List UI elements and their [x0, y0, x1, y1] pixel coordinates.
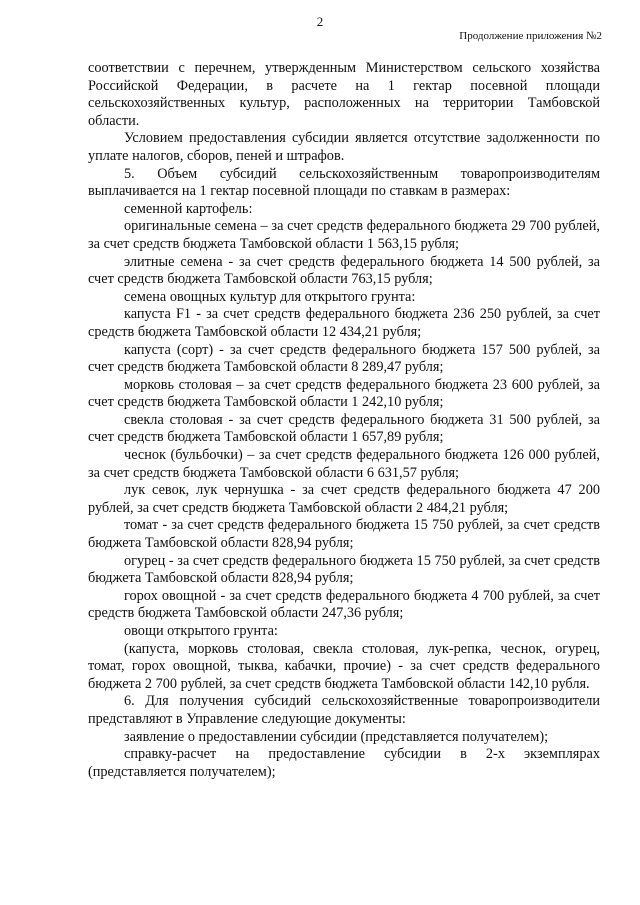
paragraph: свекла столовая - за счет средств федерального бюджета 31 500 рублей, за счет средств бюджета Тамбовской области 1 657,89 рубля; [88, 411, 600, 446]
paragraph: заявление о предоставлении субсидии (представляется получателем); [124, 728, 549, 745]
paragraph: 6. Для получения субсидий сельскохозяйственные товаропроизводители представляют в Управление следующие документы: [88, 693, 600, 727]
document-body [88, 60, 600, 781]
paragraph: (капуста, морковь столовая, свекла столовая, лук-репка, чеснок, огурец, томат, горох овощной, тыква, кабачки, прочие) - за счет средств федерального бюджета 2 700 рублей, за счет средств бюджета Тамбовской области 142,10 рубля. [88, 640, 600, 692]
paragraph: огурец - за счет средств федерального бюджета 15 750 рублей, за счет средств бюджета Тамбовской области 828,94 рубля; [88, 552, 600, 587]
paragraph: горох овощной - за счет средств федерального бюджета 4 700 рублей, за счет средств бюджета Тамбовской области 247,36 рубля; [88, 587, 600, 622]
paragraph: овощи открытого грунта: [124, 623, 278, 639]
paragraph: элитные семена - за счет средств федерального бюджета 14 500 рублей, за счет средств бюджета Тамбовской области 763,15 рубля; [88, 253, 600, 288]
paragraph: семена овощных культур для открытого грунта: [124, 288, 416, 305]
paragraph: лук севок, лук чернушка - за счет средств федерального бюджета 47 200 рублей, за счет средств бюджета Тамбовской области 2 484,21 рубля; [88, 482, 600, 516]
paragraph: томат - за счет средств федерального бюджета 15 750 рублей, за счет средств бюджета Тамбовской области 828,94 рубля; [88, 517, 600, 552]
paragraph: капуста (сорт) - за счет средств федерального бюджета 157 500 рублей, за счет средств бюджета Тамбовской области 8 289,47 рубля; [88, 341, 600, 376]
paragraph: морковь столовая – за счет средств федерального бюджета 23 600 рублей, за счет средств бюджета Тамбовской области 1 242,10 рубля; [88, 376, 600, 411]
page-number: 2 [316, 14, 324, 29]
paragraph: капуста F1 - за счет средств федерального бюджета 236 250 рублей, за счет средств бюджета Тамбовской области 12 434,21 рубля; [88, 306, 600, 340]
paragraph: оригинальные семена – за счет средств федерального бюджета 29 700 рублей, за счет средств бюджета Тамбовской области 1 563,15 рубля; [88, 218, 600, 252]
paragraph: соответствии с перечнем, утвержденным Министерством сельского хозяйства Российской Федерации, в расчете на 1 гектар посевной площади сельскохозяйственных культур, расположенных на территории Тамбовской области. [88, 60, 600, 129]
paragraph: 5. Объем субсидий сельскохозяйственным товаропроизводителям выплачивается на 1 гектар посевной площади по ставкам в размерах: [88, 165, 600, 200]
paragraph: чеснок (бульбочки) – за счет средств федерального бюджета 126 000 рублей, за счет средств бюджета Тамбовской области 6 631,57 рубля; [88, 447, 600, 481]
paragraph: справку-расчет на предоставление субсидии в 2-х экземплярах (представляется получателем); [88, 746, 600, 780]
header-note: Продолжение приложения №2 [459, 30, 602, 42]
paragraph: Условием предоставления субсидии является отсутствие задолженности по уплате налогов, сборов, пеней и штрафов. [88, 130, 600, 164]
paragraph: семенной картофель: [124, 200, 253, 217]
